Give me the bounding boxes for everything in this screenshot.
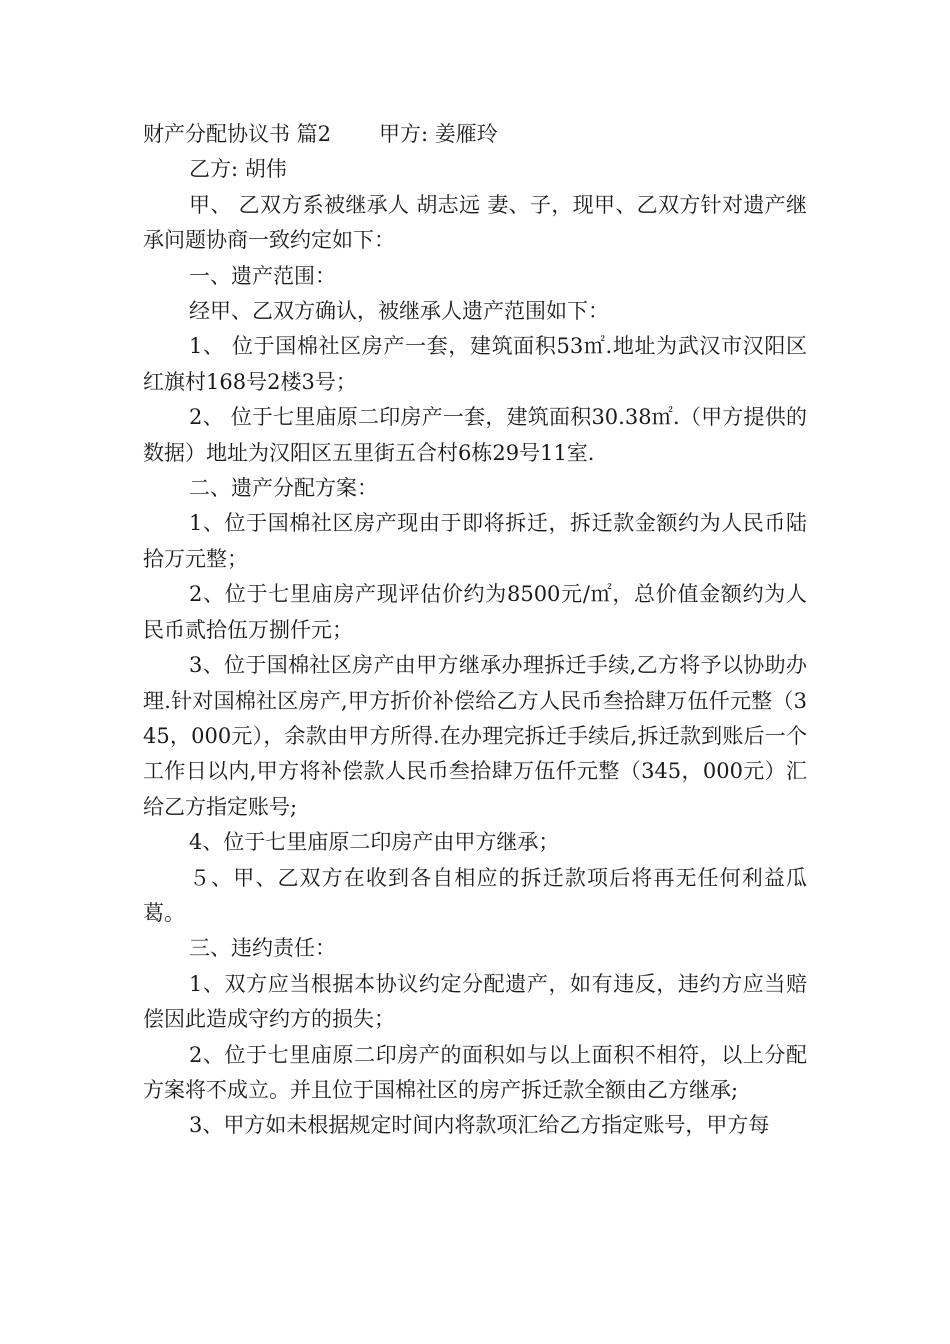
intro-paragraph: 甲、 乙双方系被继承人 胡志远 妻、子，现甲、乙双方针对遗产继承问题协商一致约定如下： bbox=[143, 192, 807, 253]
list-item: 3、甲方如未根据规定时间内将款项汇给乙方指定账号，甲方每 bbox=[189, 1113, 770, 1138]
section-title: 一、遗产范围： bbox=[189, 263, 336, 288]
heading-line bbox=[143, 117, 807, 152]
party-a: 甲方: 姜雁玲 bbox=[379, 122, 498, 146]
list-item: 2、位于七里庙房产现评估价约为8500元/㎡，总价值金额约为人民币贰拾伍万捌仟元； bbox=[143, 582, 807, 642]
list-item: 2、位于七里庙原二印房产的面积如与以上面积不相符，以上分配方案将不成立。并且位于国棉社区的房产拆迁款全额由乙方继承; bbox=[143, 1042, 807, 1102]
document-body bbox=[143, 117, 807, 1144]
list-item: 2、 位于七里庙原二印房产一套，建筑面积30.38㎡.（甲方提供的数据）地址为汉阳区五里街五合村6栋29号11室. bbox=[143, 405, 807, 465]
section-title: 三、违约责任： bbox=[189, 936, 336, 961]
party-b: 乙方: 胡伟 bbox=[189, 157, 287, 182]
section-intro: 经甲、乙双方确认，被继承人遗产范围如下： bbox=[189, 299, 609, 324]
document-heading: 财产分配协议书 篇2 bbox=[143, 122, 332, 146]
list-item: 1、 位于国棉社区房产一套，建筑面积53㎡.地址为武汉市汉阳区红旗村168号2楼3号； bbox=[143, 334, 807, 394]
list-item: 3、位于国棉社区房产由甲方继承办理拆迁手续,乙方将予以协助办理.针对国棉社区房产,甲方折价补偿给乙方人民币叁拾肆万伍仟元整（345，000元），余款由甲方所得.在办理完拆迁手续后,拆迁款到账后一个工作日以内,甲方将补偿款人民币叁拾肆万伍仟元整（345，000元）汇给乙方指定账号; bbox=[143, 653, 807, 819]
list-item: ５、甲、乙双方在收到各自相应的拆迁款项后将再无任何利益瓜葛。 bbox=[143, 865, 807, 925]
list-item: 1、双方应当根据本协议约定分配遗产，如有违反，违约方应当赔偿因此造成守约方的损失； bbox=[143, 971, 807, 1032]
list-item: 4、位于七里庙原二印房产由甲方继承； bbox=[189, 830, 560, 855]
section-title: 二、遗产分配方案： bbox=[189, 476, 378, 501]
list-item: 1、位于国棉社区房产现由于即将拆迁，拆迁款金额约为人民币陆拾万元整； bbox=[143, 511, 807, 571]
